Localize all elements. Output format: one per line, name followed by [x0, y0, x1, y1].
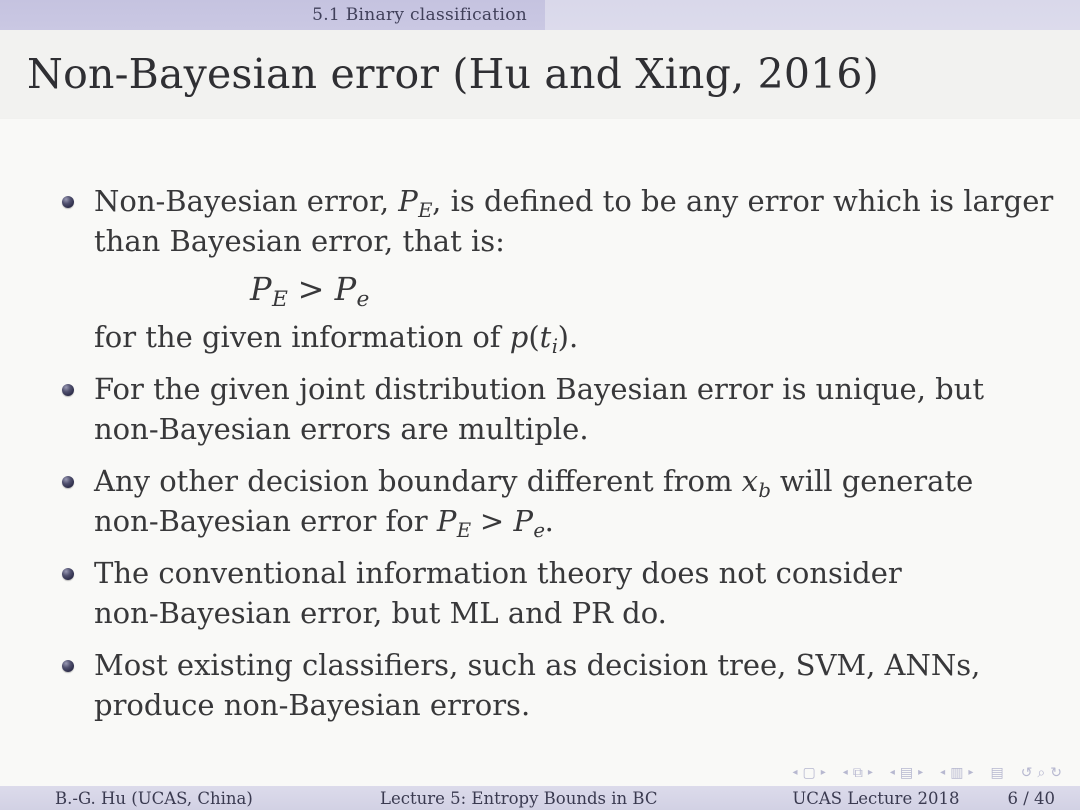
bullet-content	[94, 645, 1060, 725]
bullet-line: for the given information of $p(t_i)$.	[94, 320, 579, 358]
bullet-line: Non-Bayesian error, $P_E$, is defined to be any error which is larger	[94, 184, 1054, 222]
bullet-item	[62, 181, 1060, 357]
history-nav-icon[interactable]: ↻	[1050, 765, 1062, 781]
bullet-ball-icon	[62, 568, 74, 580]
subsection-nav-icon[interactable]: ◂	[889, 767, 895, 778]
bullet-line: Any other decision boundary different from $x_b$ will generate	[94, 464, 974, 502]
math-subscript: E	[271, 287, 288, 313]
math-subscript: E	[456, 518, 472, 542]
slide-nav-icon[interactable]: ▸	[820, 767, 826, 778]
bullet-item	[62, 553, 1060, 633]
frame-nav-icon[interactable]: ⧉	[852, 765, 863, 781]
bullet-line: For the given joint distribution Bayesian error is unique, but	[94, 372, 985, 406]
frame-nav-group	[843, 766, 873, 780]
bullet-ball-icon	[62, 660, 74, 672]
math-variable: $P_E$	[436, 504, 472, 542]
footer-author: B.-G. Hu (UCAS, China)	[55, 788, 253, 808]
subsection-nav-icon[interactable]: ▤	[899, 765, 914, 781]
bullet-formula: $P_E > P_e$	[250, 270, 370, 313]
footer-page-number: 6 / 40	[1007, 788, 1055, 808]
title-block	[0, 30, 1080, 118]
footer-venue: UCAS Lecture 2018	[792, 788, 960, 808]
bullet-content	[94, 181, 1060, 357]
bullet-line: non-Bayesian errors are multiple.	[94, 412, 589, 446]
bullet-line: produce non-Bayesian errors.	[94, 688, 531, 722]
header-bar	[0, 0, 1080, 30]
section-nav-group	[940, 766, 973, 780]
bullet-line: The conventional information theory does not consider	[94, 556, 902, 590]
bullet-ball-icon	[62, 196, 74, 208]
beamer-navigation-bar	[793, 763, 1063, 783]
history-nav-group	[1021, 766, 1062, 780]
math-subscript: e	[356, 287, 370, 313]
footer-right-group	[792, 789, 1055, 808]
bullet-content	[94, 461, 1060, 541]
history-nav-icon[interactable]: ⌕	[1037, 765, 1046, 781]
bullet-line: Most existing classifiers, such as decision tree, SVM, ANNs,	[94, 648, 981, 682]
bullet-line: non-Bayesian error for $P_E > P_e$.	[94, 504, 554, 542]
section-nav-icon[interactable]: ◂	[940, 767, 946, 778]
bullet-line: non-Bayesian error, but ML and PR do.	[94, 596, 667, 630]
bullet-item	[62, 369, 1060, 449]
slide-body	[0, 118, 1080, 758]
math-variable: $P_e$	[334, 270, 370, 313]
bullet-ball-icon	[62, 476, 74, 488]
subsection-nav-group	[890, 766, 923, 780]
bullet-content	[94, 369, 1060, 449]
math-variable: p	[509, 320, 529, 354]
subsection-nav-icon[interactable]: ▸	[918, 767, 924, 778]
bullet-ball-icon	[62, 384, 74, 396]
math-variable: $P_e$	[513, 504, 546, 542]
appendix-nav-group	[990, 766, 1003, 780]
math-variable: $P_E$	[250, 270, 288, 313]
header-subsection-cell	[545, 0, 1080, 30]
slide-nav-icon[interactable]: ▢	[802, 765, 816, 781]
slide-nav-icon[interactable]: ◂	[792, 767, 798, 778]
frame-nav-icon[interactable]: ◂	[842, 767, 848, 778]
bullet-list	[0, 181, 1080, 725]
math-variable: $x_b$	[741, 464, 772, 502]
slide-nav-group	[793, 766, 826, 780]
appendix-nav-icon[interactable]: ▤	[990, 765, 1004, 781]
header-section-cell	[0, 0, 545, 30]
bullet-content	[94, 553, 1060, 633]
footer-lecture-title: Lecture 5: Entropy Bounds in BC	[380, 788, 658, 808]
math-variable: $P_E$	[398, 184, 433, 222]
footer-bar	[0, 786, 1080, 810]
history-nav-icon[interactable]: ↺	[1020, 765, 1033, 781]
bullet-item	[62, 645, 1060, 725]
math-subscript: e	[533, 518, 546, 542]
math-subscript: E	[418, 198, 433, 222]
section-nav-icon[interactable]: ▥	[950, 765, 964, 781]
math-subscript: i	[551, 334, 559, 358]
bullet-line: than Bayesian error, that is:	[94, 224, 505, 258]
bullet-item	[62, 461, 1060, 541]
frame-nav-icon[interactable]: ▸	[867, 767, 873, 778]
section-nav-icon[interactable]: ▸	[968, 767, 974, 778]
math-variable: $t_i$	[539, 320, 559, 358]
page-title: Non-Bayesian error (Hu and Xing, 2016)	[27, 50, 879, 98]
math-subscript: b	[758, 478, 772, 502]
section-label: 5.1 Binary classification	[312, 5, 527, 25]
